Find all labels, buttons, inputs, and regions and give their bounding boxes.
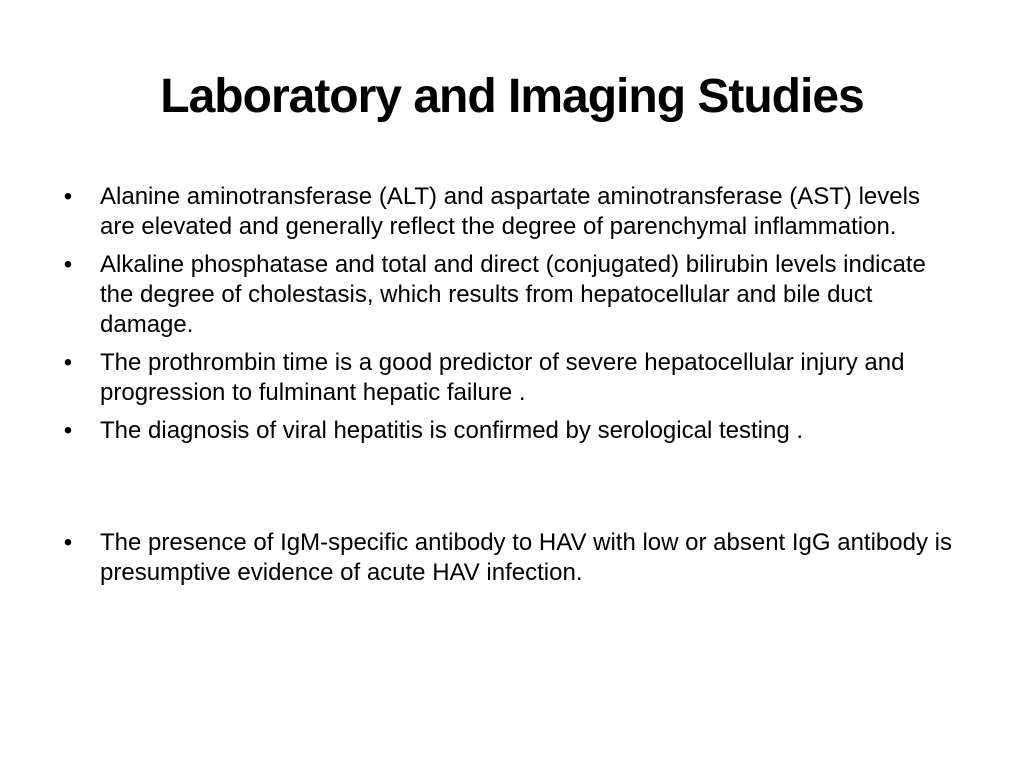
bullet-text: The prothrombin time is a good predictor of severe hepatocellular injury and progression to fulminant hepatic failure . (100, 349, 905, 406)
bullet-item-prothrombin-time (58, 348, 958, 408)
bullet-dot-icon: • (63, 349, 73, 376)
bullet-dot-icon: • (63, 251, 73, 278)
bullet-text: Alkaline phosphatase and total and direct (conjugated) bilirubin levels indicate the degree of cholestasis, which results from hepatocellular and bile duct damage. (100, 251, 926, 338)
bullet-item-alt-ast (58, 182, 958, 242)
bullet-text: Alanine aminotransferase (ALT) and aspartate aminotransferase (AST) levels are elevated and generally reflect the degree of parenchymal inflammation. (100, 183, 920, 240)
bullet-list (58, 182, 958, 596)
bullet-text: The diagnosis of viral hepatitis is confirmed by serological testing . (100, 417, 804, 444)
slide-title: Laboratory and Imaging Studies (160, 70, 864, 123)
bullet-item-alkaline-phosphatase (58, 250, 958, 340)
bullet-text: The presence of IgM-specific antibody to HAV with low or absent IgG antibody is presumptive evidence of acute HAV infection. (100, 529, 952, 586)
bullet-dot-icon: • (63, 417, 73, 444)
bullet-dot-icon: • (63, 183, 73, 210)
bullet-item-serological-testing (58, 416, 958, 446)
bullet-dot-icon: • (63, 529, 73, 556)
bullet-item-igm-antibody (58, 528, 958, 588)
